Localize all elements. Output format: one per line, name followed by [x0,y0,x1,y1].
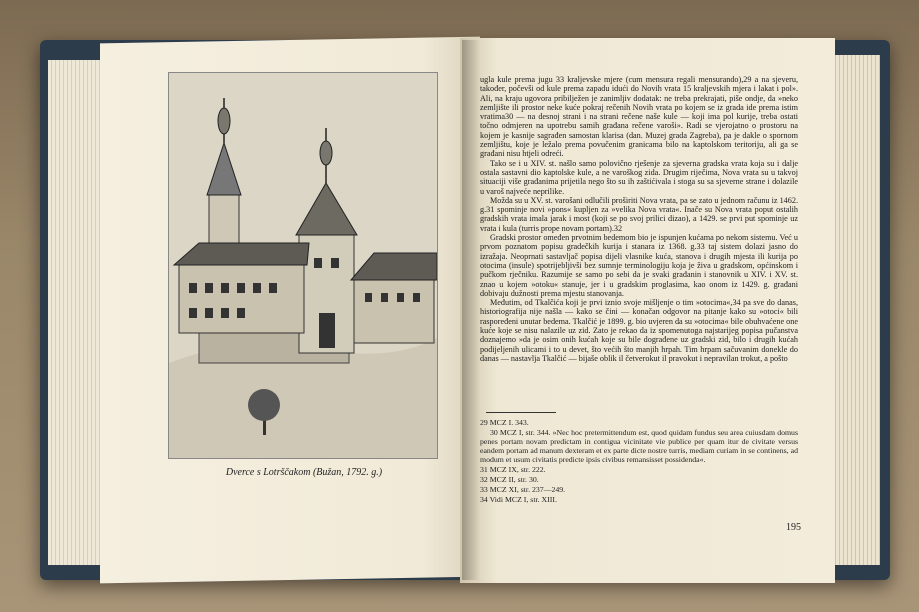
footnote: 32 MCZ II, str. 30. [480,475,539,484]
paragraph: Međutim, od Tkalčića koji je prvi iznio svoje mišljenje o tim »otocima«,34 pa sve do danas, historiografija nije našla — kako se čini — konačan odgovor na pitanje kako su »otoci« bili raspoređeni unutar bedema. Tkalčić je 1899. g. bio uvjeren da su »otocima« bile obuhvaćene one kuće koje se nisu nalazile uz zid. Zato je rekao da iz spomenutoga najstarijeg popisa pučanstva doznajemo »da je osim onih kućah koje su bile dograđene uz gradski zid, bilo i drugih kućah podijeljenih ulicami i to u devet, što većih što manjih hrpah. Tim hrpam sačuvanim donekle do danas — nastavlja Tkalčić — bijaše oblik il četverokut il pravokut i nepravilan trokut, a pošto [480,298,798,363]
paragraph: Gradski prostor omeđen prvotnim bedemom bio je ispunjen kućama po nekom sistemu. Već u prvom poznatom popisu gradečkih kurija i stanara iz 1368. g.33 taj sistem dolazi jasno do izražaja. Neoprnati sastavljač popisa dijeli vlasnike kuća, stanova i drugih mjesta ili kurija po otocima (insule) spotrijebljivši bez sumnje terminologiju koja je živa u gradskom, općinskom i pučkom rječniku. Razumije se samo po sebi da je svaki građanin i stanovnik u XIV. i XV. st. znao u kojem »otoku« stanuje, jer i u gradskim proglasima, kao onom iz 1429. g. građani dobivaju dužnosti prema mjestu stanovanja. [480,233,798,298]
paragraph: Možda su u XV. st. varošani odlučili proširiti Nova vrata, pa se zato u jednom računu iz 1462. g.31 spominje novi »pons« kupljen za »velika Nova vrata«. Inače su Nova vrata poput ostalih gradskih vrata imala jarak i most (koji se po svoj prilici dizao), a 1429. se prvi put spominje uz vrata i kula (turris prope novam portam).32 [480,195,798,233]
illustration-town-gate [168,72,438,459]
footnote: 34 Vidi MCZ I, str. XIII. [480,495,557,504]
illustration-caption: Dverce s Lotrščakom (Bužan, 1792. g.) [225,467,383,478]
paragraph: ugla kule prema jugu 33 kraljevske mjere (cum mensura regali mensurando),29 a na sjeveru, također, počevši od kule prema zapadu idući do Novih vrata 15 kraljevskih mjera i lakat i pol». Ali, na kraju ugovora pribilježen je zanimljiv dodatak: ne treba prekrajati, piše ondje, da »neko zemljište ili prostor neke kuće pokraj rečenih Novih vrata po kojem se iz grada ide prema istim vratima30 — na desnoj strani i na strani rečene naše kule — koji ima pol kurije, treba ostati točno odmjeren na upotrebu samih građana rečene varoši». Radi se vjerojatno o prostoru na kojem je kasnije sagrađen samostan klarisa (dan. Muzej grada Zagreba), pa je dakle o spornom zemljištu, koje je ležalo prema povučenim granicama bilo na kaptolskom teritoriju, ali ga se građani nisu htjeli odreći. [480,75,798,159]
paragraph: Tako se i u XIV. st. našlo samo polovično rješenje za sjeverna gradska vrata koja su i dalje ostala sastavni dio kaptolske kule, a ne varoškog zida. Drugim riječima, Nova vrata su u takvoj situaciji više građanima prijetila nego što su ih zaštićivala i stoga su sa sjeverne strane i dolazile u varoš najveće neprilike. [480,158,798,196]
body-text [480,75,798,363]
footnote: 29 MCZ I. 343. [480,418,529,427]
footnote: 33 MCZ XI, str. 237—249. [480,485,566,494]
left-page-edges [48,60,108,565]
sketch-drawing [169,73,437,458]
page-number: 195 [786,522,801,533]
footnote: 30 MCZ I, str. 344. »Nec hoc pretermittendum est, quod quidam fundus seu area cuiusdam domus penes portam novam predictam in contigua vicinitate vie publice per quam itur de civitate versus eandem portam ad manum dexteram et ex parte dicte nostre turris, mediam curiam in se continens, ad modum et usum civitatis predicte ipsis civibus remansisset possidenda«. [480,428,798,464]
book-gutter [462,40,480,580]
footnotes [480,418,798,505]
footnote: 31 MCZ IX, str. 222. [480,465,546,474]
footnote-divider [486,412,556,413]
